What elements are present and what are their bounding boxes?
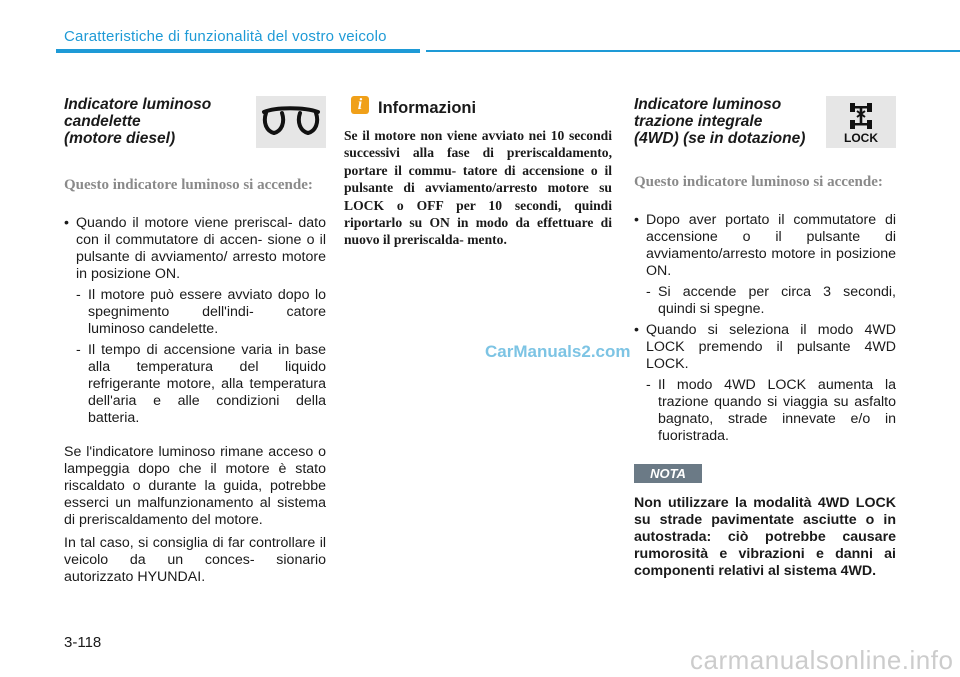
4wd-lock-icon: [826, 96, 896, 148]
footer-site-watermark: carmanualsonline.info: [690, 645, 954, 675]
glow-plug-bullet-1: • Quando il motore viene preriscal- dato con il commutatore di accen- sione o il pulsante di avviamento/ arresto motore in posizione ON.: [64, 215, 326, 283]
4wd-drivetrain-icon: [826, 96, 896, 132]
watermark: CarManuals2.com: [485, 342, 631, 361]
nota-badge: NOTA: [634, 464, 702, 483]
glow-plug-dash-1: - Il motore può essere avviato dopo lo spegnimento dell'indi- catore luminoso candelette.: [64, 287, 326, 338]
glow-plug-paragraph-1: Se l'indicatore luminoso rimane acceso o lampeggia dopo che il motore è stato riscaldato o durante la guida, potrebbe esserci un malfunzionamento al sistema di preriscaldamento del motore.: [64, 444, 326, 528]
4wd-lock-icon-label: LOCK: [844, 131, 878, 145]
header-title: Caratteristiche di funzionalità del vostro veicolo: [64, 28, 387, 45]
glow-plug-lights-when: Questo indicatore luminoso si accende:: [64, 177, 313, 193]
header-rule-left: [56, 49, 420, 53]
glow-plug-section-title: Indicatore luminoso candelette (motore diesel): [64, 96, 212, 147]
header-rule-right: [426, 50, 960, 52]
4wd-section-title: Indicatore luminoso trazione integrale (4WD) (se in dotazione): [634, 96, 806, 147]
glow-plug-icon-graphic: [256, 96, 326, 148]
info-title: Informazioni: [378, 99, 477, 117]
page-number: 3-118: [64, 634, 102, 651]
4wd-lights-when: Questo indicatore luminoso si accende:: [634, 174, 883, 190]
info-body: Se il motore non viene avviato nei 10 secondi successivi alla fase di preriscaldamento, portare il commu- tatore di accensione o il pulsante di avviamento/arresto motore su LOCK o OFF per 10 secondi, quindi riportarlo su ON in modo da effettuare di nuovo il preriscalda- mento.: [344, 128, 612, 248]
4wd-bullet-2: • Quando si seleziona il modo 4WD LOCK premendo il pulsante 4WD LOCK.: [634, 322, 896, 373]
glow-plug-text: [64, 215, 326, 586]
glow-plug-dash-2: - Il tempo di accensione varia in base alla temperatura del liquido refrigerante motore, alla temperatura dell'aria e alle condizioni della batteria.: [64, 342, 326, 427]
nota-warning-text: Non utilizzare la modalità 4WD LOCK su strade pavimentate asciutte o in autostrada: ciò potrebbe causare rumorosità e vibrazioni e danni ai componenti relativi al sistema 4WD.: [634, 495, 896, 579]
4wd-text: [634, 212, 896, 445]
4wd-dash-2: - Il modo 4WD LOCK aumenta la trazione quando si viaggia su asfalto bagnato, strade innevate e/o in fuoristrada.: [634, 377, 896, 445]
info-icon: i: [351, 96, 369, 114]
glow-plug-icon: [256, 96, 326, 148]
glow-plug-paragraph-2: In tal caso, si consiglia di far controllare il veicolo da un conces- sionario autorizzato HYUNDAI.: [64, 535, 326, 585]
4wd-bullet-1: • Dopo aver portato il commutatore di accensione o il pulsante di avviamento/arresto motore in posizione ON.: [634, 212, 896, 280]
4wd-dash-1: - Si accende per circa 3 secondi, quindi si spegne.: [634, 284, 896, 318]
